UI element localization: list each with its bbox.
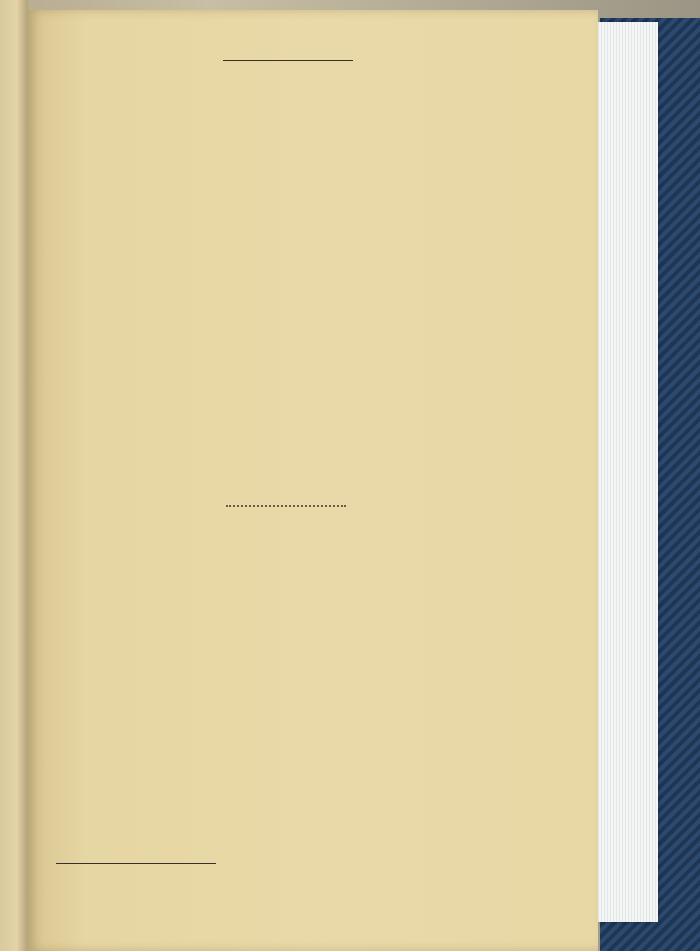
left-page-margin — [0, 0, 28, 951]
book-page — [28, 10, 598, 951]
footnote-rule — [56, 863, 216, 864]
page-number-rule — [223, 60, 353, 61]
section-divider — [226, 505, 346, 507]
page-edges — [596, 22, 658, 922]
